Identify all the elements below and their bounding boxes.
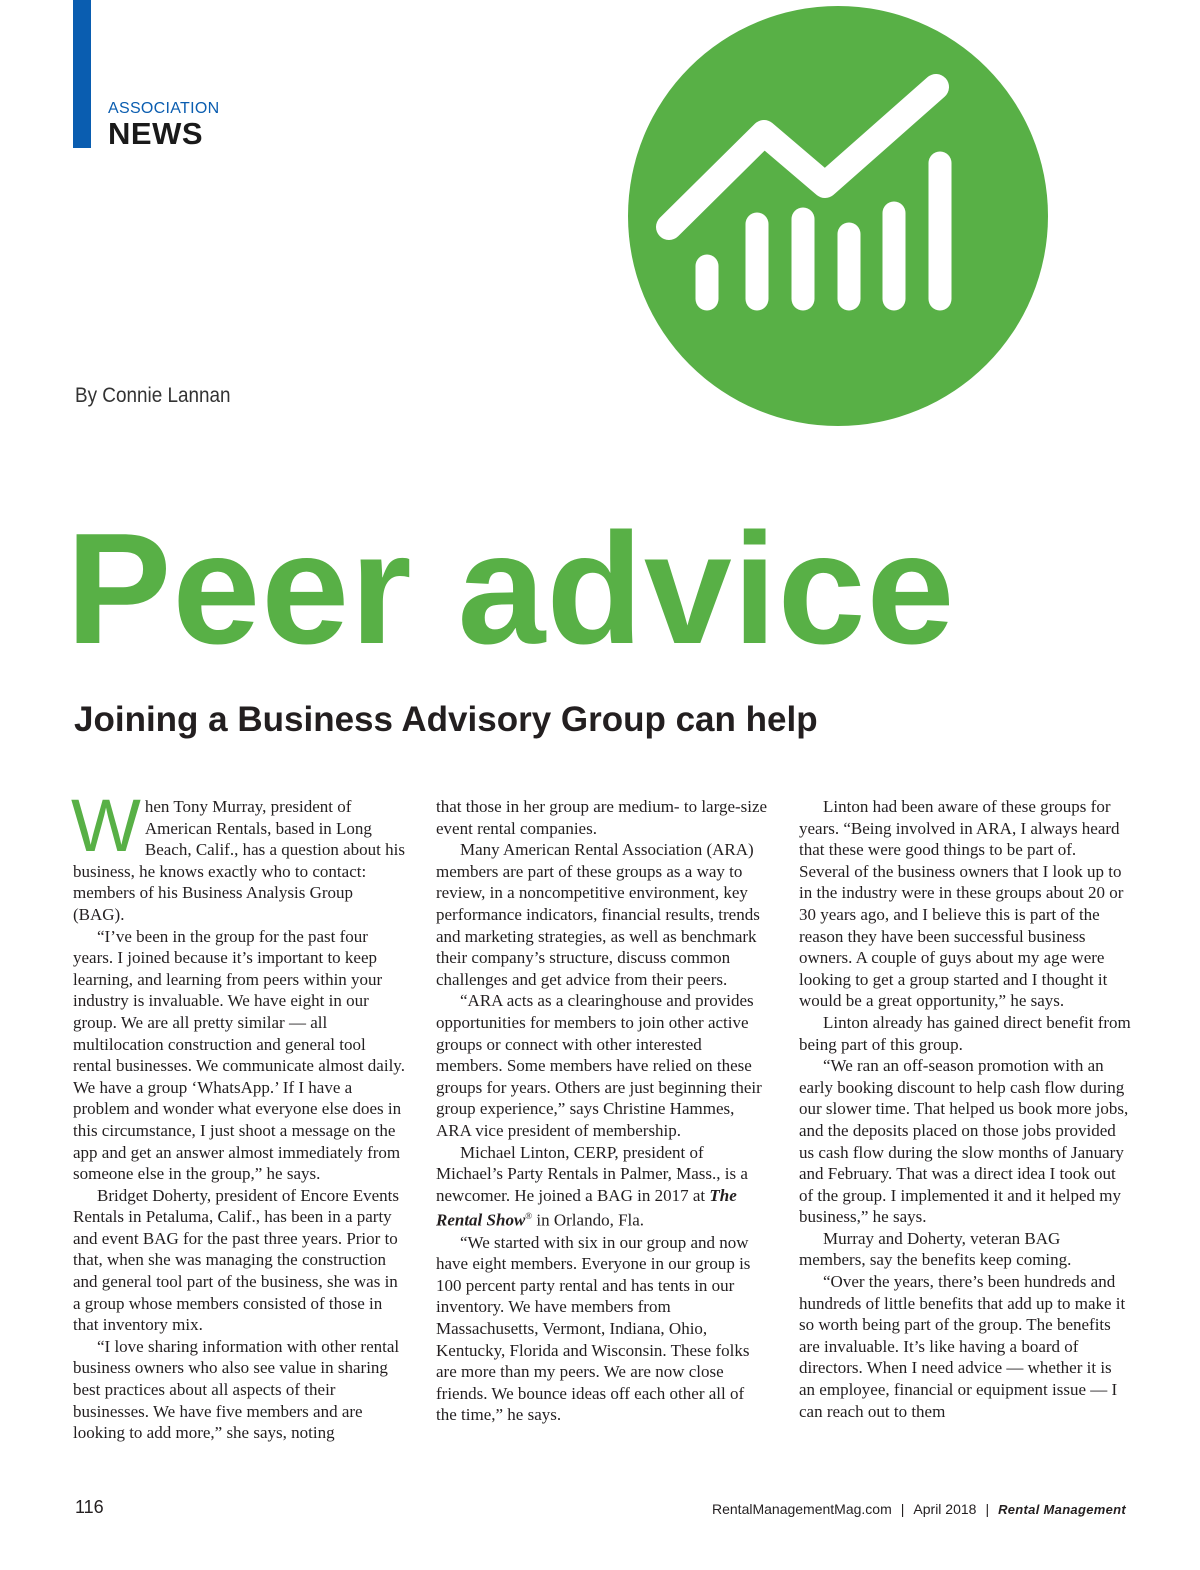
headline: Peer advice: [66, 501, 956, 677]
magazine-name: Rental Management: [998, 1502, 1126, 1517]
paragraph: “We ran an off-season promotion with an early booking discount to help cash flow during our slower time. That helped us book more jobs, and the deposits placed on those jobs provided us cash flow during the slow months of January and February. That was a direct idea I took out of the group. I implemented it and it helped my business,” he says.: [799, 1056, 1129, 1227]
paragraph-text: Michael Linton, CERP, president of Michael’s Party Rentals in Palmer, Mass., is a newcomer. He joined a BAG in 2017 at: [436, 1142, 748, 1205]
paragraph: Linton had been aware of these groups for years. “Being involved in ARA, I always heard that these were good things to be part of. Several of the business owners that I look up to in the industry were in these groups about 20 or 30 years ago, and I believe this is part of the reason they have been successful business owners. A couple of guys about my age were looking to get a group started and I thought it would be a great opportunity,” he says.: [799, 797, 1124, 1011]
paragraph-text: in Orlando, Fla.: [532, 1210, 645, 1230]
article-column-3: [799, 796, 1131, 1422]
website-link[interactable]: RentalManagementMag.com: [712, 1501, 892, 1517]
registered-mark: ®: [525, 1211, 533, 1222]
section-kicker: ASSOCIATION: [108, 100, 220, 117]
paragraph: “I’ve been in the group for the past four years. I joined because it’s important to keep learning, and learning from peers within your industry is invaluable. We have eight in our group. We are all pretty similar — all multilocation construction and general tool rental businesses. We communicate almost daily. We have a group ‘WhatsApp.’ If I have a problem and wonder what everyone else does in this circumstance, I just shoot a message on the app and get an answer almost immediately from someone else in the group,” he says.: [73, 926, 405, 1184]
paragraph: Murray and Doherty, veteran BAG members, say the benefits keep coming.: [799, 1228, 1072, 1270]
paragraph: [71, 784, 405, 926]
article-column-2: [436, 796, 768, 1426]
paragraph: “We started with six in our group and now have eight members. Everyone in our group is 100 percent party rental and has tents in our inventory. We have members from Massachusetts, Vermont, Indiana, Ohio, Kentucky, Florida and Wisconsin. These folks are more than my peers. We are now close friends. We bounce ideas off each other all of the time,” he says.: [436, 1232, 751, 1425]
footer-separator: |: [900, 1501, 905, 1517]
paragraph: [436, 1142, 768, 1232]
deck: Joining a Business Advisory Group can help: [74, 700, 818, 739]
section-name: NEWS: [108, 116, 203, 151]
page-number: 116: [75, 1497, 104, 1517]
paragraph-text: hen Tony Murray, president of American Rentals, based in Long Beach, Calif., has a question about his business, he knows exactly who to contact: members of his Business Analysis Group (BAG).: [73, 797, 405, 924]
running-footer: [712, 1501, 1126, 1517]
paragraph: that those in her group are medium- to large-size event rental companies.: [436, 797, 768, 838]
paragraph: Linton already has gained direct benefit from being part of this group.: [799, 1012, 1131, 1054]
paragraph: Bridget Doherty, president of Encore Events Rentals in Petaluma, Calif., has been in a party and event BAG for the past three years. Prior to that, when she was managing the construction and general tool part of the business, she was in a group whose members consisted of those in that inventory mix.: [73, 1185, 399, 1335]
show-name: The Rental Show: [436, 1185, 737, 1230]
paragraph: “I love sharing information with other rental business owners who also see value in sharing best practices about all aspects of their businesses. We have five members and are looking to add more,” she says, noting: [73, 1336, 400, 1443]
paragraph: “Over the years, there’s been hundreds and hundreds of little benefits that add up to make it so worth being part of the group. The benefits are invaluable. It’s like having a board of directors. When I need advice — whether it is an employee, financial or equipment issue — I can reach out to them: [799, 1272, 1126, 1421]
growth-chart-icon: [620, 0, 1050, 436]
issue-date: April 2018: [913, 1501, 977, 1517]
paragraph: Many American Rental Association (ARA) members are part of these groups as a way to review, in a noncompetitive environment, key performance indicators, financial results, trends and marketing strategies, as well as benchmark their company’s structure, discuss common challenges and get advice from their peers.: [436, 840, 760, 989]
section-accent-bar: [73, 0, 91, 148]
byline: By Connie Lannan: [75, 384, 231, 407]
drop-cap: W: [71, 784, 141, 867]
article-column-1: [71, 784, 405, 1444]
paragraph: “ARA acts as a clearinghouse and provides opportunities for members to join other active groups or connect with other interested members. Some members have relied on these groups for years. Others are just beginning their group experience,” says Christine Hammes, ARA vice president of membership.: [436, 991, 762, 1140]
footer-separator: |: [985, 1501, 990, 1517]
